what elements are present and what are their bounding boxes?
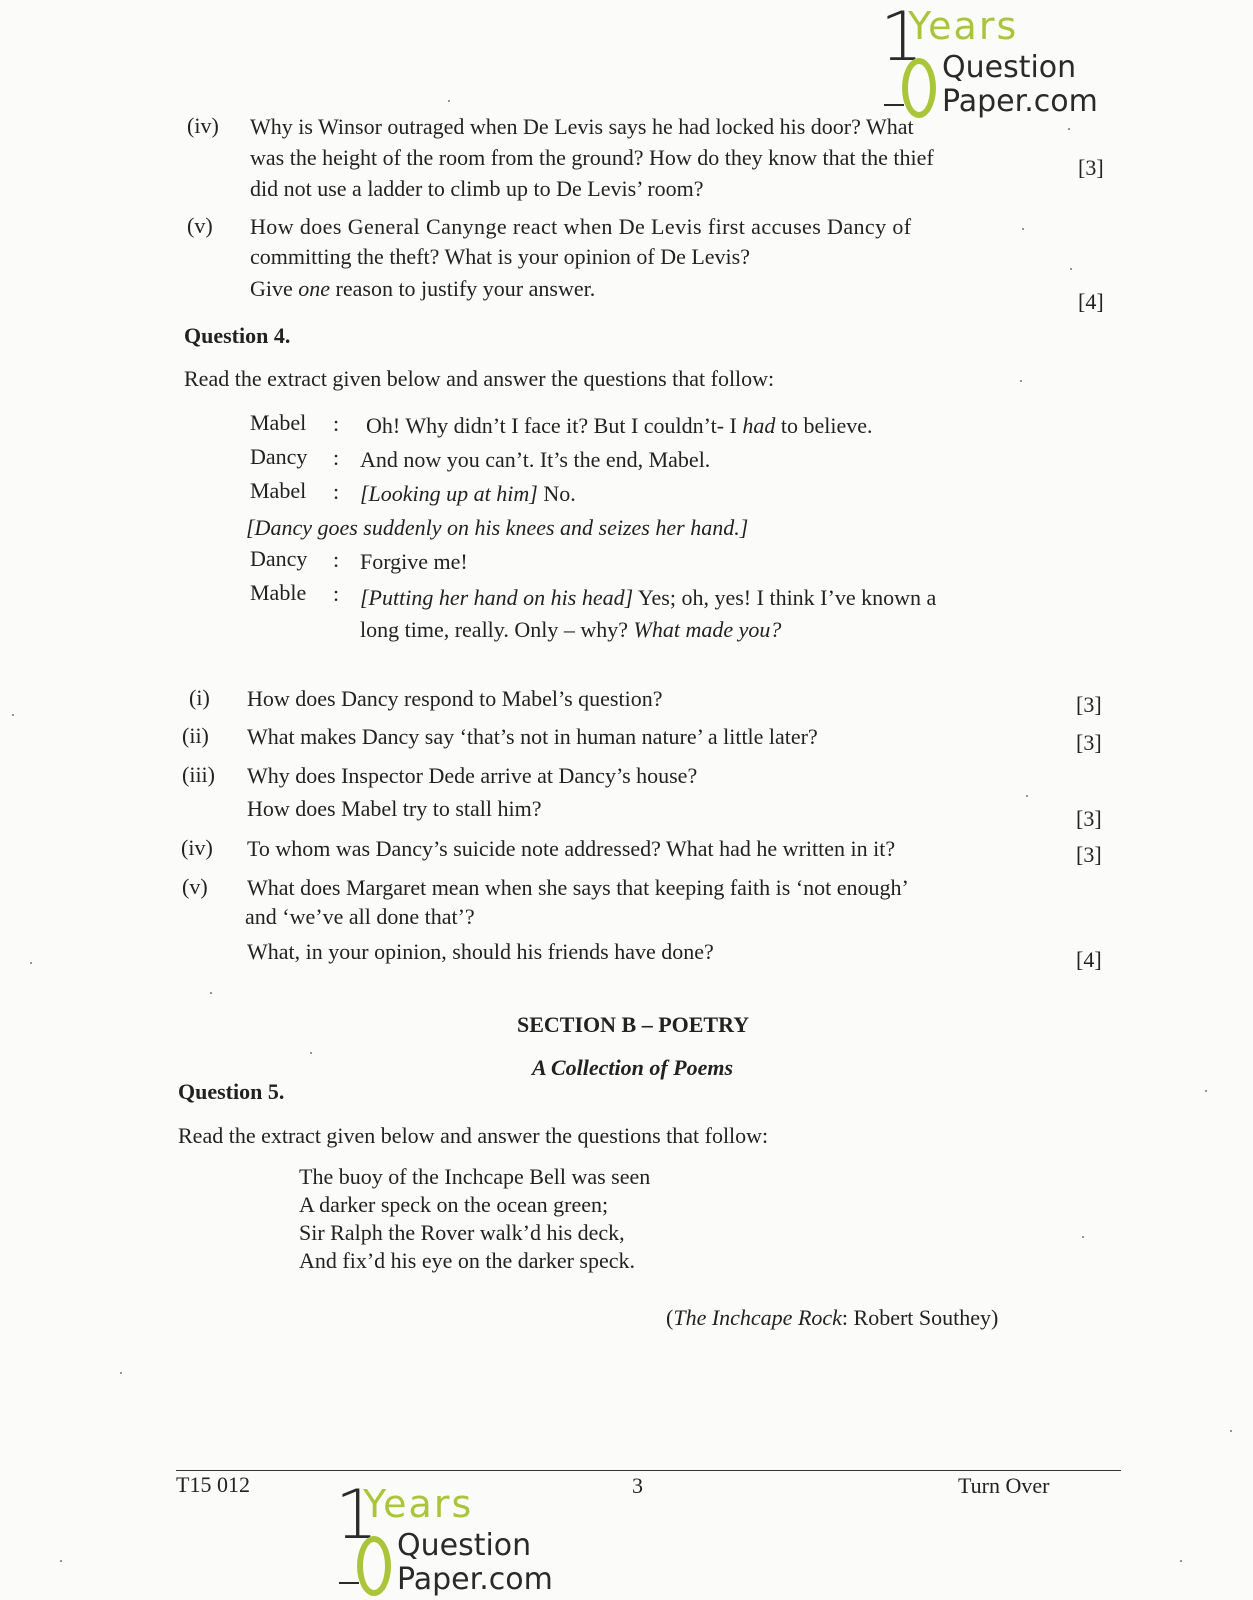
extract-line-1 <box>366 411 873 441</box>
q4-iv-number: (iv) <box>181 835 213 860</box>
scan-speck <box>1205 1090 1207 1092</box>
extract-line-3 <box>360 479 576 509</box>
q3-v-line3-one: one <box>298 276 331 301</box>
q4-i-marks: [3] <box>1076 692 1102 717</box>
poem-citation-author: : Robert Southey) <box>841 1305 999 1330</box>
scan-speck <box>210 992 212 994</box>
extract-line-1-had: had <box>742 413 776 438</box>
watermark-digit-one: 1 <box>880 0 924 77</box>
extract-line-4: Forgive me! <box>360 549 468 574</box>
q4-i-number: (i) <box>189 685 210 710</box>
extract-speaker-4: Dancy <box>250 546 308 571</box>
extract-line-6-b: What made you? <box>633 617 782 642</box>
watermark-underline <box>884 104 904 106</box>
scan-speck <box>30 962 32 964</box>
extract-speaker-2: Dancy <box>250 444 308 469</box>
q3-v-number: (v) <box>187 213 213 238</box>
extract-speaker-3: Mabel <box>250 478 307 503</box>
q4-v-text3: What, in your opinion, should his friends have done? <box>247 939 714 964</box>
scan-speck <box>1082 1236 1084 1238</box>
footer-turn-over: Turn Over <box>958 1473 1050 1498</box>
extract-speaker-5: Mable <box>250 580 307 605</box>
q3-iv-line2: was the height of the room from the ground? How do they know that the thief <box>250 145 934 170</box>
q4-ii-marks: [3] <box>1076 730 1102 755</box>
q3-iv-line1: Why is Winsor outraged when De Levis says he had locked his door? What <box>250 114 914 139</box>
extract-colon-1: : <box>333 411 340 436</box>
watermark-zero-icon <box>902 58 936 118</box>
q3-v-marks: [4] <box>1078 289 1104 314</box>
q4-instruction: Read the extract given below and answer the questions that follow: <box>184 366 775 391</box>
section-b-subtitle: A Collection of Poems <box>532 1055 734 1080</box>
q4-heading: Question 4. <box>184 323 291 348</box>
q4-ii-text: What makes Dancy say ‘that’s not in human nature’ a little later? <box>247 724 818 749</box>
poem-citation-title: The Inchcape Rock <box>673 1305 842 1330</box>
q3-iv-line3: did not use a ladder to climb up to De Levis’ room? <box>250 176 704 201</box>
q4-v-marks: [4] <box>1076 947 1102 972</box>
footer-page-number: 3 <box>632 1473 643 1498</box>
watermark-underline <box>339 1582 359 1584</box>
extract-colon-3: : <box>333 479 340 504</box>
extract-line-6-a: long time, really. Only – why? <box>360 617 634 642</box>
extract-stage-direction: [Dancy goes suddenly on his knees and seizes her hand.] <box>246 515 749 540</box>
scan-speck <box>310 1052 312 1054</box>
watermark-years: Years <box>363 1482 474 1526</box>
watermark-question: Question <box>397 1528 532 1563</box>
q4-iii-number: (iii) <box>182 762 215 787</box>
watermark-logo-top <box>880 0 1110 119</box>
q3-iv-marks: [3] <box>1078 155 1104 180</box>
q4-iv-marks: [3] <box>1076 842 1102 867</box>
watermark-paper: Paper.com <box>942 84 1098 119</box>
footer-code: T15 012 <box>176 1472 250 1497</box>
watermark-zero-icon <box>357 1536 391 1596</box>
extract-line-3-b: No. <box>537 481 576 506</box>
scan-speck <box>448 100 450 102</box>
q4-v-text2: and ‘we’ve all done that’? <box>245 904 475 929</box>
extract-line-2: And now you can’t. It’s the end, Mabel. <box>360 447 711 472</box>
watermark-paper: Paper.com <box>397 1562 553 1597</box>
extract-line-3-stage: [Looking up at him] <box>360 481 538 506</box>
q4-ii-number: (ii) <box>182 723 209 748</box>
extract-speaker-1: Mabel <box>250 410 307 435</box>
scan-speck <box>1022 228 1024 230</box>
poem-citation <box>666 1303 998 1333</box>
scan-speck <box>120 1372 122 1374</box>
q3-v-line1: How does General Canynge react when De Levis first accuses Dancy of <box>250 214 912 239</box>
q4-iv-text: To whom was Dancy’s suicide note addressed? What had he written in it? <box>247 836 896 861</box>
poem-line-1: The buoy of the Inchcape Bell was seen <box>299 1164 651 1189</box>
poem-line-2: A darker speck on the ocean green; <box>299 1192 609 1217</box>
extract-line-5 <box>360 583 936 613</box>
extract-colon-4: : <box>333 547 340 572</box>
section-b-title: SECTION B – POETRY <box>517 1012 750 1037</box>
q3-v-line3 <box>250 274 595 304</box>
q4-iii-text2: How does Mabel try to stall him? <box>247 796 542 821</box>
watermark-question: Question <box>942 50 1077 85</box>
scan-speck <box>1020 380 1022 382</box>
extract-line-5-stage: [Putting her hand on his head] <box>360 585 634 610</box>
scan-speck <box>60 1560 62 1562</box>
extract-line-5-b: Yes; oh, yes! I think I’ve known a <box>633 585 937 610</box>
watermark-logo-bottom <box>335 1476 565 1597</box>
scan-speck <box>12 714 14 716</box>
q5-heading: Question 5. <box>178 1079 285 1104</box>
q3-v-line3-a: Give <box>250 276 299 301</box>
poem-citation-open: ( <box>666 1305 674 1330</box>
q5-instruction: Read the extract given below and answer the questions that follow: <box>178 1123 769 1148</box>
poem-line-4: And fix’d his eye on the darker speck. <box>299 1248 636 1273</box>
scan-speck <box>1026 795 1028 797</box>
extract-line-1-c: to believe. <box>775 413 873 438</box>
extract-line-6 <box>360 615 781 645</box>
watermark-digit-one: 1 <box>335 1476 379 1555</box>
q4-i-text: How does Dancy respond to Mabel’s question? <box>247 686 663 711</box>
q3-v-line3-c: reason to justify your answer. <box>330 276 596 301</box>
q3-iv-number: (iv) <box>187 113 219 138</box>
q4-v-number: (v) <box>182 874 208 899</box>
scan-speck <box>1180 1560 1182 1562</box>
q3-v-line2: committing the theft? What is your opinion of De Levis? <box>250 244 750 269</box>
q4-v-text: What does Margaret mean when she says that keeping faith is ‘not enough’ <box>247 875 909 900</box>
extract-colon-2: : <box>333 445 340 470</box>
q4-iii-marks: [3] <box>1076 806 1102 831</box>
poem-line-3: Sir Ralph the Rover walk’d his deck, <box>299 1220 625 1245</box>
extract-line-1-a: Oh! Why didn’t I face it? But I couldn’t- I <box>366 413 743 438</box>
watermark-years: Years <box>908 4 1019 48</box>
scan-speck <box>1070 268 1072 270</box>
q4-iii-text: Why does Inspector Dede arrive at Dancy’s house? <box>247 763 698 788</box>
extract-colon-5: : <box>333 581 340 606</box>
scan-speck <box>1230 1430 1232 1432</box>
scan-speck <box>1068 128 1070 130</box>
